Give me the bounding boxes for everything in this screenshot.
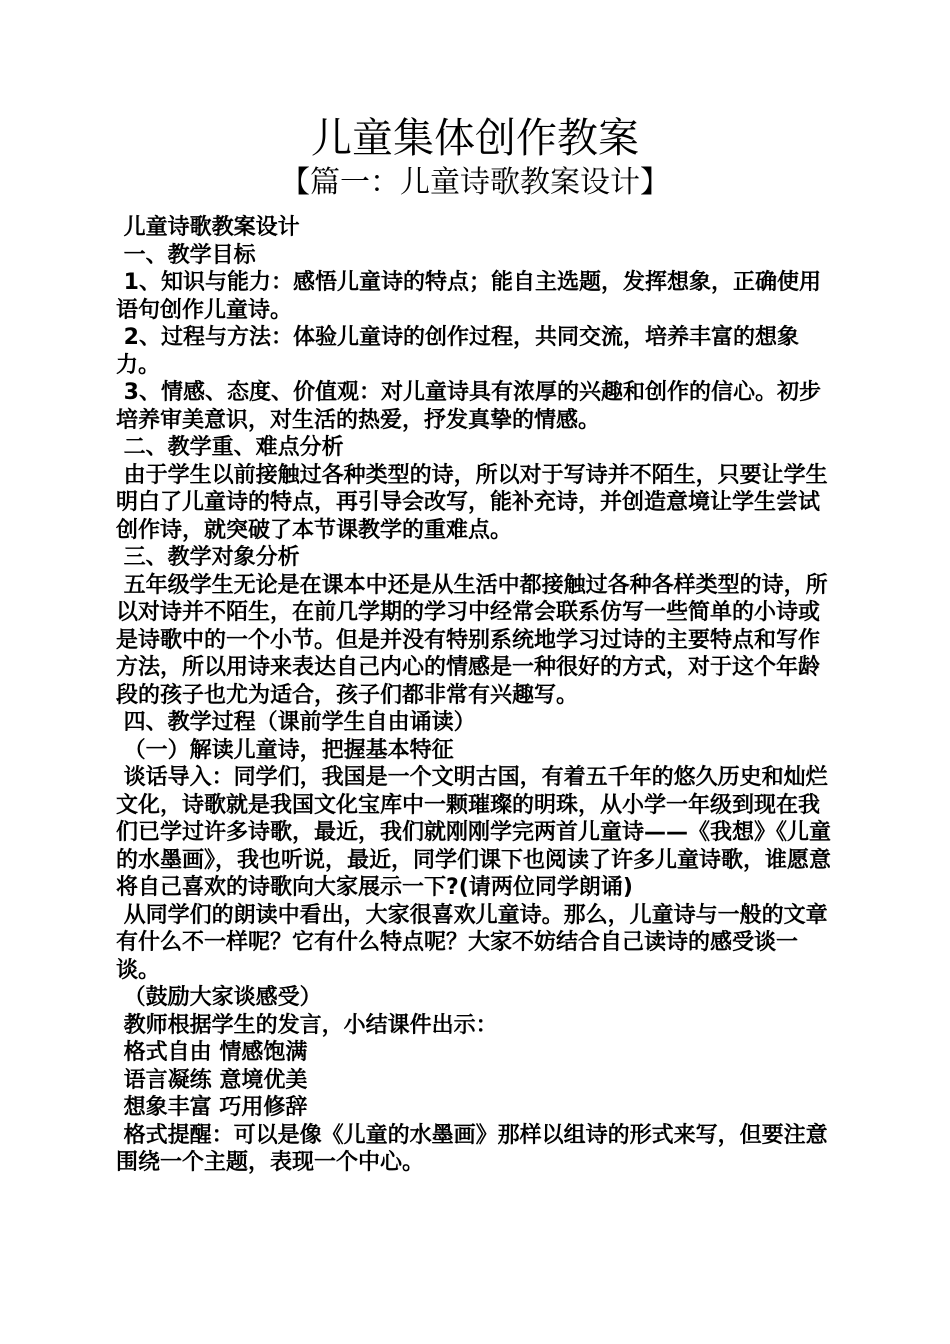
paragraph: 由于学生以前接触过各种类型的诗，所以对于写诗并不陌生，只要让学生明白了儿童诗的特点，再引导会改写，能补充诗，并创造意境让学生尝试创作诗，就突破了本节课教学的重难点。 bbox=[116, 462, 828, 543]
subsection-heading: （一）解读儿童诗，把握基本特征 bbox=[116, 737, 454, 763]
paragraph: 谈话导入：同学们，我国是一个文明古国，有着五千年的悠久历史和灿烂文化，诗歌就是我国文化宝库中一颗璀璨的明珠，从小学一年级到现在我们已学过许多诗歌，最近，我们就刚刚学完两首儿童诗——《我想》《儿童的水墨画》，我也听说，最近，同学们课下也阅读了许多儿童诗歌，谁愿意将自己喜欢的诗歌向大家展示一下?(请两位同学朗诵) bbox=[116, 765, 832, 900]
paragraph: 格式提醒：可以是像《儿童的水墨画》那样以组诗的形式来写，但要注意围绕一个主题，表现一个中心。 bbox=[116, 1122, 828, 1175]
section-heading: 四、教学过程（课前学生自由诵读） bbox=[116, 710, 476, 735]
paragraph: 1、知识与能力：感悟儿童诗的特点；能自主选题，发挥想象，正确使用语句创作儿童诗。 bbox=[116, 270, 821, 323]
section-heading: 三、教学对象分析 bbox=[116, 545, 300, 570]
section-heading: 一、教学目标 bbox=[116, 242, 256, 268]
paragraph: 3、情感、态度、价值观：对儿童诗具有浓厚的兴趣和创作的信心。初步培养审美意识，对生活的热爱，抒发真挚的情感。 bbox=[116, 380, 821, 433]
paragraph: 从同学们的朗读中看出，大家很喜欢儿童诗。那么，儿童诗与一般的文章有什么不一样呢？它有什么特点呢？大家不妨结合自己读诗的感受谈一谈。 bbox=[116, 902, 828, 983]
paragraph: 教师根据学生的发言，小结课件出示： bbox=[116, 1012, 498, 1038]
document-body bbox=[116, 214, 836, 1177]
paragraph: 五年级学生无论是在课本中还是从生活中都接触过各种各样类型的诗，所以对诗并不陌生，在前几学期的学习中经常会联系仿写一些简单的小诗或是诗歌中的一个小节。但是并没有特别系统地学习过诗的主要特点和写作方法，所以用诗来表达自己内心的情感是一种很好的方式，对于这个年龄段的孩子也尤为适合，孩子们都非常有兴趣写。 bbox=[116, 572, 828, 708]
document-title: 儿童集体创作教案 bbox=[311, 114, 639, 162]
section-heading: 二、教学重、难点分析 bbox=[116, 435, 344, 460]
document-subtitle: 【篇一：儿童诗歌教案设计】 bbox=[280, 165, 670, 200]
paragraph: （鼓励大家谈感受） bbox=[116, 985, 322, 1010]
paragraph: 2、过程与方法：体验儿童诗的创作过程，共同交流，培养丰富的想象力。 bbox=[116, 325, 799, 378]
list-item: 语言凝练 意境优美 bbox=[116, 1067, 308, 1093]
list-item: 格式自由 情感饱满 bbox=[116, 1040, 308, 1065]
paragraph: 儿童诗歌教案设计 bbox=[116, 215, 300, 240]
list-item: 想象丰富 巧用修辞 bbox=[116, 1095, 308, 1120]
